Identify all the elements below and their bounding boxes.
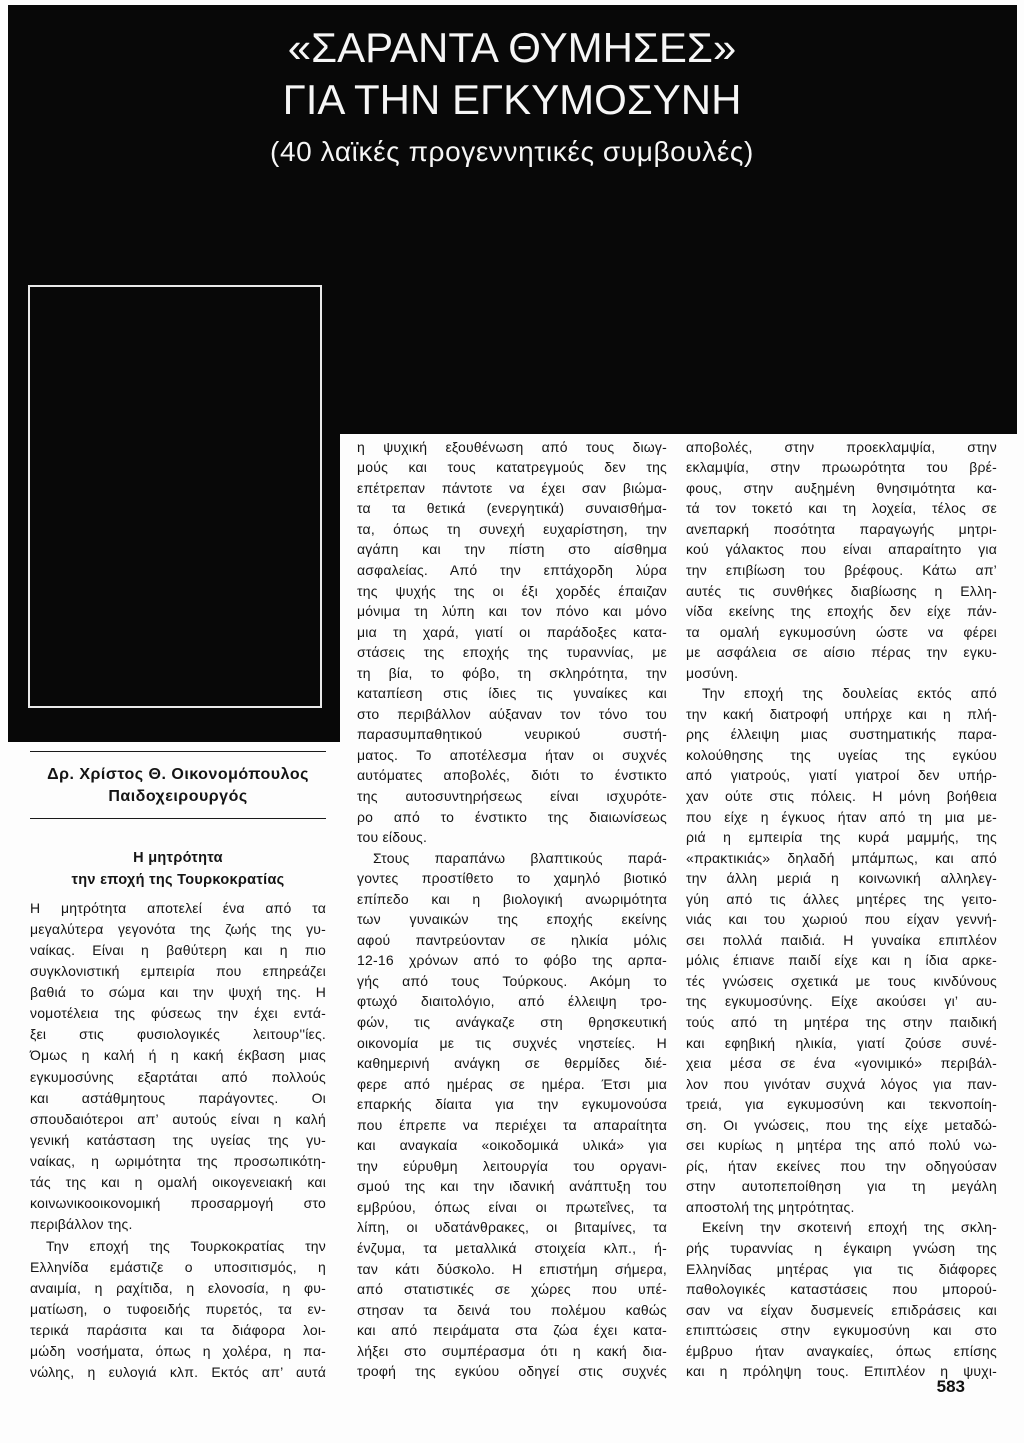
text-line: χαν ούτε στις πόλεις. Η μόνη βοήθεια <box>686 787 997 804</box>
text-line: μώδη νοσήματα, όπως η χολέρα, η πα- <box>30 1343 326 1360</box>
text-line: αποβολές, στην προεκλαμψία, στην <box>686 438 997 455</box>
text-line: και αναγκαία «οικοδομικά υλικά» για <box>357 1137 667 1154</box>
text-line: λον που γινόταν συχνά λόγος για παν- <box>686 1075 997 1092</box>
text-line: στησαν τα δεινά του πολέμου καθώς <box>357 1301 667 1318</box>
text-line: σει πολλά παιδιά. Η γυναίκα επιπλέον <box>686 931 997 948</box>
text-line: χεια μέσα σε ένα «γονιμικό» περιβάλ- <box>686 1055 997 1072</box>
text-line: που έπρεπε να περιέχει τα απαραίτητα <box>357 1116 667 1133</box>
section-heading-line-1: Η μητρότητα <box>133 850 223 866</box>
text-line: μεγαλύτερα γεγονότα της ζωής της γυ- <box>30 920 326 937</box>
text-line: ση. Οι γνώσεις, που της είχε μεταδώ- <box>686 1116 997 1133</box>
text-line: ριά η εμπειρία της κυρά μαμμής, της <box>686 829 997 846</box>
text-line: καταπίεση στις ίδιες τις γυναίκες και <box>357 685 667 702</box>
text-line: και από πειράματα στα ζώα έχει κατα- <box>357 1322 667 1339</box>
text-line: λίπη, οι υδατάνθρακες, οι βιταμίνες, τα <box>357 1219 667 1236</box>
text-column-left <box>30 898 326 1384</box>
text-line: γοντες προστίθετο το χαμηλό βιοτικό <box>357 870 667 887</box>
text-line: επέτρεπαν πάντοτε να έχει σαν βιώμα- <box>357 479 667 496</box>
text-line: νίδα εκείνης της εποχής δεν είχε πάν- <box>686 603 997 620</box>
text-column-middle <box>357 437 667 1382</box>
text-line: ταν κάτι δύσκολο. Η επιστήμη σήμερα, <box>357 1260 667 1277</box>
article-title-line-2: ΓΙΑ ΤΗΝ ΕΓΚΥΜΟΣΥΝΗ <box>282 76 742 123</box>
text-line: την εύρυθμη λειτουργία του οργανι- <box>357 1157 667 1174</box>
text-line: συγκλονιστική εμπειρία που επηρεάζει <box>30 962 326 979</box>
text-line: και εφηβική ηλικία, γιατί ζούσε συνέ- <box>686 1034 997 1051</box>
text-line: αφού παντρεύονταν σε ηλικία μόλις <box>357 931 667 948</box>
text-line: στο περιβάλλον αύξαναν τον τόνο του <box>357 705 667 722</box>
text-line: της ψυχής της οι έξι χορδές έπαιζαν <box>357 582 667 599</box>
text-line: σμού της και την ιδανική ανάπτυξη του <box>357 1178 667 1195</box>
text-line: μια τη χαρά, γιατί οι παράδοξες κατα- <box>357 623 667 640</box>
text-line: παθολογικές καταστάσεις που μπορού- <box>686 1281 997 1298</box>
text-line: τροφή της εγκύου οδηγεί στις συχνές <box>357 1363 667 1380</box>
text-line: μοσύνη. <box>686 664 739 681</box>
text-line: στάσεις της εποχής της τυραννίας, με <box>357 644 667 661</box>
text-line: Ελληνίδας μητέρας για τις διάφορες <box>686 1260 997 1277</box>
text-line: ρης έλλειψη μιας συστηματικής παρα- <box>686 726 997 743</box>
text-line: των γυναικών της εποχής εκείνης <box>357 911 667 928</box>
text-line: φερε από ημέρας σε ημέρα. Έτσι μια <box>357 1075 667 1092</box>
text-line: οικονομία με τις συχνές νηστείες. Η <box>357 1034 667 1051</box>
text-line: τερικά παράσιτα και τα διάφορα λοι- <box>30 1322 326 1338</box>
text-line: κοινωνικοοικονομική προσαρμογή στο <box>30 1195 326 1212</box>
text-line: κού γάλακτος που είναι απαραίτητο για <box>686 541 997 558</box>
text-line: την κακή διατροφή υπήρχε και η πλή- <box>686 705 997 722</box>
text-line: τρειά, για εγκυμοσύνη και τεκνοποίη- <box>686 1096 997 1113</box>
author-name: Δρ. Χρίστος Θ. Οικονομόπουλος <box>47 766 309 783</box>
text-line: εμβρύου, όπως είναι οι πρωτεΐνες, τα <box>357 1198 667 1215</box>
text-line: τη βία, το φόβο, τη σκληρότητα, την <box>357 664 667 681</box>
text-line: τούς από τη μητέρα της στην παιδική <box>686 1014 997 1030</box>
text-line: ματος. Το αποτέλεσμα ήταν οι συχνές <box>357 746 667 763</box>
text-line: τα, όπως τη συνεχή ευχαρίστηση, την <box>357 520 667 537</box>
text-line: σαν να είχαν δυσμενείς επιδράσεις και <box>686 1301 997 1318</box>
text-line: νώλης, η ευλογιά κλπ. Εκτός απ’ αυτά <box>30 1364 326 1381</box>
text-line: ξει στις φυσιολογικές λειτουρ''ίες. <box>30 1026 326 1043</box>
text-line: γενική κατάσταση της υγείας της γυ- <box>30 1131 326 1148</box>
text-line: επίπεδο και η βιολογική ανωριμότητα <box>357 890 667 907</box>
text-line: ασφαλείας. Από την επτάχορδη λύρα <box>357 561 667 578</box>
text-line: και η πρόληψη τους. Επιπλέον η ψυχι- <box>686 1363 997 1380</box>
text-column-right <box>686 437 997 1382</box>
text-line: μόνιμα τη λύπη και τον πόνο και μόνο <box>357 603 667 620</box>
text-line: αναιμία, η ραχίτιδα, η ελονοσία, η φυ- <box>30 1279 326 1296</box>
text-line: επιπτώσεις στην εγκυμοσύνη και στο <box>686 1322 997 1339</box>
text-line: βαθιά το σώμα και την ψυχή της. Η <box>30 984 326 1000</box>
section-heading-line-2: την εποχή της Τουρκοκρατίας <box>71 872 285 888</box>
text-line: ναίκας. Είναι η βαθύτερη και η πιο <box>30 941 326 958</box>
text-line: Εκείνη την σκοτεινή εποχή της σκλη- <box>702 1219 997 1236</box>
text-line: περιβάλλον της. <box>30 1216 133 1233</box>
text-line: σει κυρίως η μητέρα της από πολύ νω- <box>686 1137 997 1154</box>
text-line: καθημερινή ανάγκη σε θερμίδες διέ- <box>357 1055 667 1072</box>
text-line: ένζυμα, τα μεταλλικά στοιχεία κλπ., ή- <box>357 1240 667 1257</box>
text-line: ρο από το ένστικτο της διαιωνίσεως <box>357 808 667 825</box>
text-line: επαρκής δίαιτα για την εγκυμονούσα <box>357 1096 667 1113</box>
text-line: την άλλη μεριά η κοινωνική αλληλεγ- <box>686 870 997 887</box>
divider <box>30 751 326 752</box>
text-line: παρασυμπαθητικού νευρικού συστή- <box>357 726 667 743</box>
text-line: αυτές τις συνθήκες διαβίωσης η Ελλη- <box>686 582 997 599</box>
text-line: η ψυχική εξουθένωση από τους διωγ- <box>357 438 667 455</box>
article-subtitle: (40 λαϊκές προγεννητικές συμβουλές) <box>270 136 754 167</box>
text-line: τα τα θετικά (ενεργητικά) συναισθήμα- <box>357 500 667 517</box>
text-line: εγκυμοσύνης εξαρτάται από πολλούς <box>30 1068 326 1085</box>
text-line: αυτόματες αποβολές, διότι το ένστικτο <box>357 767 667 784</box>
text-line: τές γνώσεις σχετικά με τους κινδύνους <box>686 972 997 989</box>
text-line: μόλις έπιανε παιδί είχε και η ίδια αρκε- <box>686 952 997 969</box>
text-line: ναίκας, η ωριμότητα της προσωπικότη- <box>30 1153 326 1169</box>
divider <box>30 818 326 819</box>
text-line: φτωχό διαιτολόγιο, από έλλειψη τρο- <box>357 993 667 1010</box>
text-line: αγάπη και την πίστη στο αίσθημα <box>357 541 667 558</box>
text-line: τάς της και η ομαλή οικογενειακή και <box>30 1174 326 1191</box>
text-line: της αυτοσυντηρήσεως είναι ισχυρότε- <box>357 787 667 804</box>
text-line: 12-16 χρόνων από το φόβο της αρπα- <box>357 952 667 969</box>
text-line: «πρακτικιάς» δηλαδή μπάμπως, και από <box>686 849 997 866</box>
text-line: αποστολή της μητρότητας. <box>686 1198 855 1215</box>
text-line: την επιβίωση του βρέφους. Κάτω απ’ <box>686 561 997 578</box>
text-line: ανεπαρκή ποσότητα παραγωγής μητρι- <box>686 520 997 537</box>
text-line: τα ομαλή εγκυμοσύνη ώστε να φέρει <box>686 623 997 640</box>
text-line: έμβρυο ήταν αναγκαίες, όπως επίσης <box>686 1342 997 1359</box>
text-line: στην αυτοπεποίθηση για τη μεγάλη <box>686 1178 997 1195</box>
text-line: της εγκυμοσύνης. Είχε ακούσει γι’ αυ- <box>686 993 997 1010</box>
text-line: γύη από τις άλλες μητέρες της γειτο- <box>686 890 997 907</box>
text-line: του είδους. <box>357 829 428 846</box>
text-line: φών, τις ανάγκαζε στη θρησκευτική <box>357 1014 667 1030</box>
text-line: Ελληνίδα εμάστιζε ο υποσιτισμός, η <box>30 1258 326 1275</box>
text-line: φους, στην αυξημένη θνησιμότητα κα- <box>686 479 997 496</box>
text-line: γής από τους Τούρκους. Ακόμη το <box>357 972 667 989</box>
text-line: σπουδαιότεροι απ’ αυτούς είναι η καλή <box>30 1110 326 1127</box>
text-line: νομοτέλεια της φύσεως την έχει εντά- <box>30 1005 326 1022</box>
text-line: ρίς, ήταν εκείνες που την οδηγούσαν <box>686 1157 997 1174</box>
text-line: τά τον τοκετό και τη λοχεία, τέλος σε <box>686 500 997 517</box>
text-line: ματίωση, ο τυφοειδής πυρετός, τα εν- <box>30 1300 326 1317</box>
text-line: κολούθησης της υγείας της εγκύου <box>686 746 997 763</box>
text-line: από στατιστικές σε χώρες που υπέ- <box>357 1281 667 1298</box>
text-line: ρής τυραννίας η έγκαιρη γνώση της <box>686 1240 997 1257</box>
text-line: με ασφάλεια σε αίσιο πέρας την εγκυ- <box>686 644 997 661</box>
text-line: Όμως η καλή ή η κακή έκβαση μιας <box>30 1047 326 1064</box>
text-line: Την εποχή της Τουρκοκρατίας την <box>46 1237 326 1254</box>
text-line: από γιατρούς, γιατί γιατροί δεν υπήρ- <box>686 767 997 784</box>
article-title-line-1: «ΣΑΡΑΝΤΑ ΘΥΜΗΣΕΣ» <box>287 24 737 71</box>
text-line: που είχε η έγκυος ήταν από τη μια με- <box>686 808 997 825</box>
author-photo-frame <box>28 285 322 708</box>
text-line: μούς και τους κατατρεγμούς δεν της <box>357 459 667 476</box>
text-line: λήξει στο συμπέρασμα ότι η κακή δια- <box>357 1342 667 1359</box>
text-line: Στους παραπάνω βλαπτικούς παρά- <box>373 849 667 866</box>
author-role: Παιδοχειρουργός <box>108 788 248 805</box>
page-number: 583 <box>936 1377 965 1396</box>
text-line: Την εποχή της δουλείας εκτός από <box>702 685 997 702</box>
text-line: Η μητρότητα αποτελεί ένα από τα <box>30 899 326 916</box>
text-line: και αστάθμητους παράγοντες. Οι <box>30 1089 326 1106</box>
text-line: νιάς και του χωριού που είχαν γεννή- <box>686 911 997 928</box>
text-line: εκλαμψία, στην πρωωρότητα του βρέ- <box>686 459 997 476</box>
